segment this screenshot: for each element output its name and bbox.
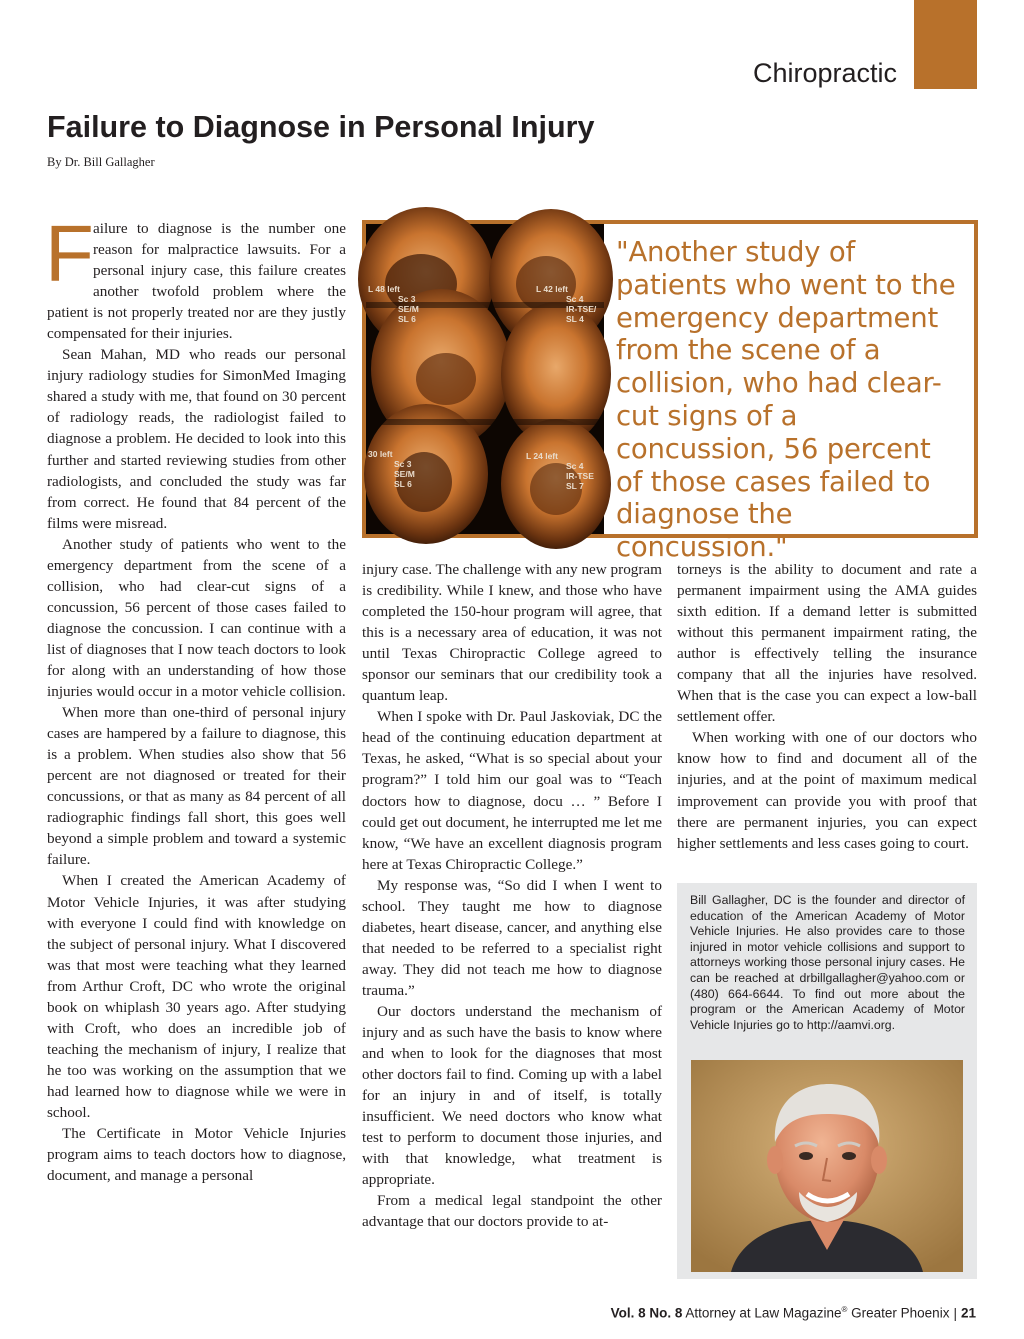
mri-label: L 42 left [536, 284, 568, 294]
mri-label: L 24 left [526, 451, 558, 461]
mri-scan-image [366, 224, 604, 534]
paragraph: Failure to diagnose is the number one reason for malpractice lawsuits. For a personal injury case, this failure creates another twofold problem where the patient is not properly treated nor are they justly compensated for their injuries. [45, 209, 346, 343]
mri-label: IR-TSE [566, 471, 594, 481]
section-label: Chiropractic [752, 58, 897, 88]
pullquote: "Another study of patients who went to the emergency department from the scene of a collision, who had clear-cut signs of a concussion, 56 percent of those cases failed to diagnose the concussion." [616, 236, 956, 564]
author-photo [691, 1060, 963, 1272]
paragraph: My response was, “So did I when I went to school. They taught me how to diagnose diabetes, heart disease, cancer, and anything else that needed to be referred to a specialist right away. They did not teach me how to diagnose trauma.” [362, 876, 662, 999]
mri-label: Sc 4 [566, 461, 584, 471]
pullquote-box [362, 220, 978, 564]
issue-number: Vol. 8 No. 8 [610, 1305, 683, 1321]
section-color-tab [914, 0, 977, 89]
mri-label: IR-TSE/ [566, 304, 597, 314]
mri-label: SL 6 [394, 479, 412, 489]
drop-cap: F [45, 209, 94, 298]
article-column-3 [677, 559, 977, 854]
paragraph: When working with one of our doctors who know how to find and document all of the injuries, and at the point of maximum medical improvement can provide you with proof that there are permanent injuries, you can expect higher settlements and less cases going to court. [677, 729, 977, 852]
mri-label: Sc 3 [394, 459, 412, 469]
mri-label: SL 4 [566, 314, 584, 324]
paragraph: When more than one-third of personal injury cases are hampered by a failure to diagnose, this is a problem. When studies also show that 56 percent are not diagnosed or treated for their concussions, or that as many as 84 percent of all radiographic findings fall short, this goes well beyond a simple problem and toward a systemic failure. [47, 704, 346, 869]
mri-label: L 48 left [368, 284, 400, 294]
footer-divider: | [953, 1305, 957, 1321]
mri-label: Sc 4 [566, 294, 584, 304]
paragraph: When I spoke with Dr. Paul Jaskoviak, DC the head of the continuing education department at Texas, he asked, “What is so special about your program?” I told him our goal was to “Teach doctors how to diagnose, docu … ” Before I could get out document, he interrupted me let me know, “We have an excellent diagnosis program here at Texas Chiropractic College.” [362, 708, 662, 873]
paragraph: Another study of patients who went to the emergency department from the scene of a collision, who had clear-cut signs of a concussion, 56 percent of those cases failed to diagnose the concussion. I can continue with a list of diagnoses that I now teach doctors to look for along with an understanding of how those injuries would occur in a motor vehicle collision. [47, 535, 346, 701]
mri-label: SL 7 [566, 481, 584, 491]
mri-label: Sc 3 [398, 294, 416, 304]
paragraph: From a medical legal standpoint the other advantage that our doctors provide to at- [362, 1192, 662, 1231]
paragraph: Sean Mahan, MD who reads our personal injury radiology studies for SimonMed Imaging shared a study with me, that found on 30 percent of radiology reads, the radiologist failed to diagnose a problem. He decided to look into this further and started reviewing studies from other radiologists, and concluded the study was far from correct. He found that 84 percent of the films were misread. [47, 346, 346, 532]
mri-label: SE/M [398, 304, 419, 314]
magazine-name: Attorney at Law Magazine [685, 1305, 842, 1321]
mri-label: SE/M [394, 469, 415, 479]
article-title: Failure to Diagnose in Personal Injury [47, 110, 595, 144]
registered-mark: ® [841, 1305, 848, 1314]
edition-name: Greater Phoenix [851, 1305, 950, 1321]
mri-label: 30 left [368, 449, 393, 459]
page-number: 21 [960, 1305, 976, 1321]
paragraph: The Certificate in Motor Vehicle Injuries program aims to teach doctors how to diagnose, document, and manage a personal [47, 1125, 346, 1185]
paragraph: torneys is the ability to document and rate a permanent impairment using the AMA guides sixth edition. If a demand letter is submitted without this permanent impairment rating, the author is effectively telling the insurance company that all the injuries have resolved. When that is the case you can expect a low-ball settlement offer. [677, 561, 977, 726]
article-column-1 [45, 209, 346, 1186]
mri-label: SL 6 [398, 314, 416, 324]
byline: By Dr. Bill Gallagher [47, 155, 155, 169]
author-bio-box [677, 883, 977, 1279]
author-bio: Bill Gallagher, DC is the founder and director of education of the American Academy of Motor Vehicle Injuries. He also provides care to those injured in motor vehicle collisions and support to attorneys working those personal injury cases. He can be reached at drbillgallagher@yahoo.com or (480) 664-6644. To find out more about the program or the American Academy of Motor Vehicle Injuries go to http://aamvi.org. [690, 893, 965, 1032]
paragraph: When I created the American Academy of Motor Vehicle Injuries, it was after studying with everyone I could find with knowledge on the subject of personal injury. What I discovered was that most were teaching what they learned from Arthur Croft, DC who wrote the original book on whiplash 30 years ago. After studying with Croft, who does an incredible job of teaching the mechanism of injury, I realize that he too was working on the assumption that we had learned how to diagnose while we were in school. [47, 872, 346, 1121]
paragraph: Our doctors understand the mechanism of injury and as such have the basis to know where and when to look for the diagnoses that most other doctors fail to find. Coming up with a label for an injury in and of itself, is totally insufficient. We need doctors who know what test to perform to document those injuries, and with that knowledge, what treatment is appropriate. [362, 1002, 662, 1189]
page-footer [611, 1305, 976, 1321]
paragraph: injury case. The challenge with any new program is credibility. While I knew, and those who have completed the 150-hour program will agree, that this is a necessary area of education, it was not until Texas Chiropractic College agreed to sponsor our seminars that our credibility took a quantum leap. [362, 561, 662, 705]
article-column-2 [362, 559, 662, 1233]
